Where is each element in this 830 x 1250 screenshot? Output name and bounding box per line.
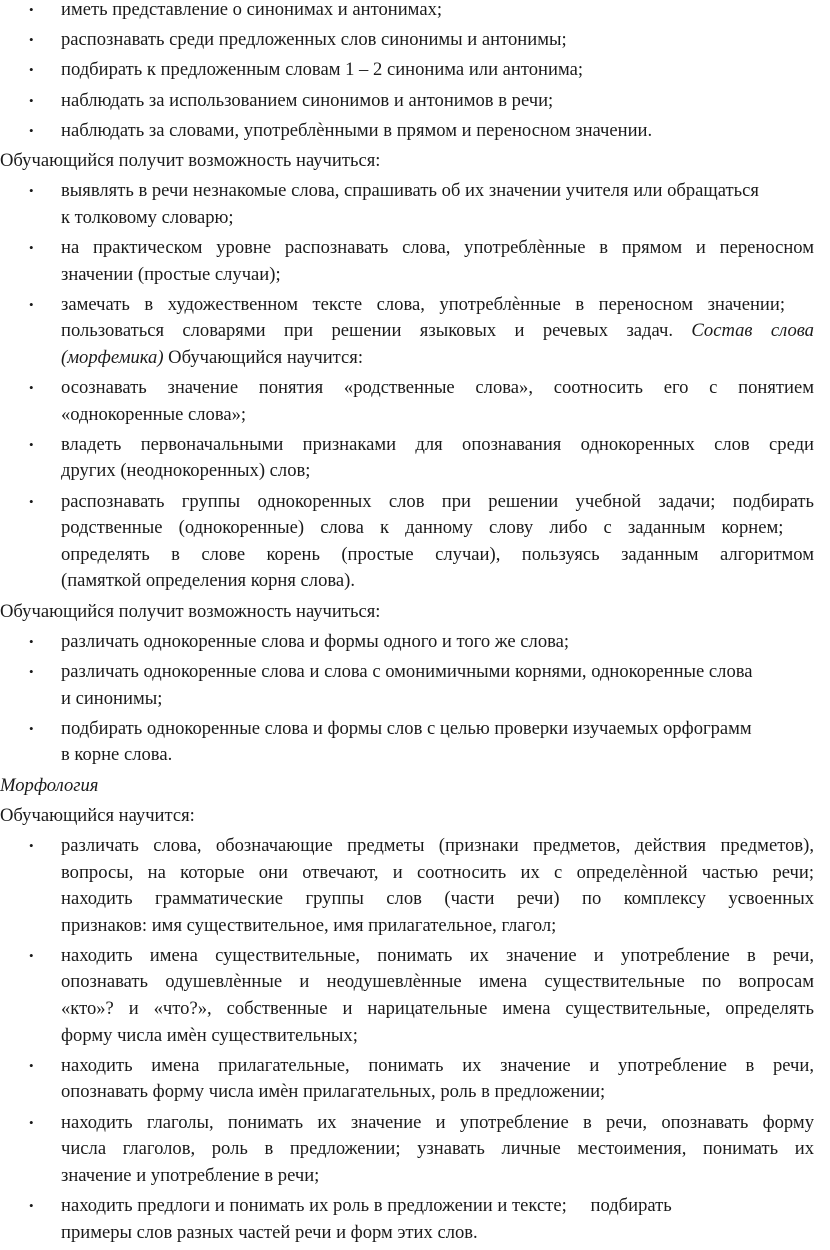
line-text: примеры слов разных частей речи и форм этих слов. xyxy=(61,1221,478,1243)
list-item xyxy=(0,659,814,712)
bullet-icon: • xyxy=(29,720,34,736)
bullet-icon: • xyxy=(29,62,34,78)
text-line xyxy=(61,432,814,459)
line-text: различать слова, обозначающие предметы (признаки предметов, действия предметов), xyxy=(61,834,814,856)
line-text: различать однокоренные слова и формы одного и того же слова; xyxy=(61,630,570,652)
line-text: наблюдать за словами, употреблѐнными в прямом и переносном значении. xyxy=(61,119,653,141)
list-item xyxy=(0,0,814,24)
text-line xyxy=(61,489,814,516)
bullet-icon: • xyxy=(29,436,34,452)
list-item xyxy=(0,292,814,372)
line-text: определять в слове корень (простые случаи), пользуясь заданным алгоритмом xyxy=(61,543,814,565)
line-text: форму числа имѐн существительных; xyxy=(61,1024,358,1046)
line-text: находить глаголы, понимать их значение и употребление в речи, опознавать форму xyxy=(61,1111,814,1133)
text-line xyxy=(61,1079,814,1106)
text-line xyxy=(61,88,814,115)
list-item xyxy=(0,1193,814,1246)
text-line xyxy=(61,1163,814,1190)
line-text: в корне слова. xyxy=(61,744,173,766)
line-text: и синонимы; xyxy=(61,687,163,709)
bullet-icon: • xyxy=(29,122,34,138)
bullet-icon: • xyxy=(29,633,34,649)
text-line xyxy=(61,1136,814,1163)
list-item xyxy=(0,943,814,1049)
line-text: (памяткой определения корня слова). xyxy=(61,570,356,592)
bullet-icon: • xyxy=(29,296,34,312)
text-line xyxy=(61,205,814,232)
text-line xyxy=(61,262,814,289)
text-line xyxy=(61,969,814,996)
bullet-icon: • xyxy=(29,947,34,963)
list-item xyxy=(0,629,814,656)
bullet-icon: • xyxy=(29,493,34,509)
bullet-icon: • xyxy=(29,1057,34,1073)
line-text: опознавать форму числа имѐн прилагательных, роль в предложении; xyxy=(61,1081,606,1103)
line-text: признаков: имя существительное, имя прилагательное, глагол; xyxy=(61,914,557,936)
text-line xyxy=(61,178,814,205)
text-line xyxy=(61,1193,814,1220)
line-text: выявлять в речи незнакомые слова, спрашивать об их значении учителя или обращаться xyxy=(61,180,759,202)
line-text: наблюдать за использованием синонимов и антонимов в речи; xyxy=(61,89,554,111)
line-text: пользоваться словарями при решении языковых и речевых задач. xyxy=(61,320,674,342)
section-heading xyxy=(0,773,830,800)
line-text: числа глаголов, роль в предложении; узнавать личные местоимения, понимать их xyxy=(61,1138,814,1160)
line-text: различать однокоренные слова и слова с омонимичными корнями, однокоренные слова xyxy=(61,660,753,682)
text-line xyxy=(61,375,814,402)
list-item xyxy=(0,178,814,231)
line-text: опознавать одушевлѐнные и неодушевлѐнные имена существительные по вопросам xyxy=(61,971,814,993)
line-text: значение и употребление в речи; xyxy=(61,1164,320,1186)
text-line xyxy=(61,402,814,429)
italic-text: Состав слова xyxy=(691,320,814,342)
line-text: Обучающийся научится: xyxy=(163,346,364,368)
text-line xyxy=(61,742,814,769)
bullet-icon: • xyxy=(29,380,34,396)
bullet-icon: • xyxy=(29,837,34,853)
line-text: распознавать среди предложенных слов синонимы и антонимы; xyxy=(61,29,567,51)
text-line xyxy=(61,27,814,54)
text-line xyxy=(61,345,814,372)
line-text: владеть первоначальными признаками для опознавания однокоренных слов среди xyxy=(61,433,814,455)
text-line xyxy=(61,515,814,542)
text-line xyxy=(61,458,814,485)
text-line xyxy=(61,913,814,940)
text-line xyxy=(61,292,814,319)
list-item xyxy=(0,833,814,939)
text-line xyxy=(61,833,814,860)
text-line xyxy=(61,716,814,743)
line-text: распознавать группы однокоренных слов при решении учебной задачи; подбирать xyxy=(61,490,814,512)
line-text: на практическом уровне распознавать слова, употреблѐнные в прямом и переносном xyxy=(61,236,814,258)
text-line xyxy=(61,542,814,569)
list-item xyxy=(0,375,814,428)
line-text: значении (простые случаи); xyxy=(61,263,281,285)
list-item xyxy=(0,27,814,54)
list-item xyxy=(0,1053,814,1106)
paragraph: Обучающийся получит возможность научиться: xyxy=(0,149,381,171)
text-line xyxy=(61,235,814,262)
text-line xyxy=(61,943,814,970)
line-text: находить имена существительные, понимать их значение и употребление в речи, xyxy=(61,944,814,966)
list-item xyxy=(0,88,814,115)
list-item xyxy=(0,716,814,769)
text-line xyxy=(61,886,814,913)
line-text: «однокоренные слова»; xyxy=(61,403,247,425)
text-line xyxy=(61,1220,814,1247)
text-line xyxy=(61,568,814,595)
bullet-icon: • xyxy=(29,239,34,255)
line-text: других (неоднокоренных) слов; xyxy=(61,460,311,482)
text-line xyxy=(61,860,814,887)
text-line xyxy=(61,1110,814,1137)
bullet-icon: • xyxy=(29,32,34,48)
line-text: к толковому словарю; xyxy=(61,206,234,228)
line-text: находить грамматические группы слов (части речи) по комплексу усвоенных xyxy=(61,888,814,910)
bullet-icon: • xyxy=(29,183,34,199)
text-line xyxy=(61,1023,814,1050)
line-text: подбирать к предложенным словам 1 – 2 синонима или антонима; xyxy=(61,59,584,81)
bullet-icon: • xyxy=(29,1198,34,1213)
text-line xyxy=(61,0,814,24)
list-item xyxy=(0,57,814,84)
line-text: вопросы, на которые они отвечают, и соотносить их с определѐнной частью речи; xyxy=(61,861,814,883)
text-line xyxy=(61,318,814,345)
bullet-icon: • xyxy=(29,92,34,108)
list-item xyxy=(0,1110,814,1190)
bullet-icon: • xyxy=(29,2,34,17)
text-line xyxy=(61,57,814,84)
bullet-icon: • xyxy=(29,1114,34,1130)
paragraph: Обучающийся научится: xyxy=(0,804,195,826)
italic-text: (морфемика) xyxy=(61,346,164,368)
line-text: находить предлоги и понимать их роль в предложении и тексте; подбирать xyxy=(61,1195,653,1216)
line-text: находить имена прилагательные, понимать их значение и употребление в речи, xyxy=(61,1054,814,1076)
text-line xyxy=(61,996,814,1023)
list-item xyxy=(0,235,814,288)
line-text: иметь представление о синонимах и антонимах; xyxy=(61,0,443,20)
text-line xyxy=(61,1053,814,1080)
line-text: замечать в художественном тексте слова, употреблѐнные в переносном значении; xyxy=(61,293,814,315)
line-text: родственные (однокоренные) слова к данному слову либо с заданным корнем; xyxy=(61,517,814,539)
line-text: осознавать значение понятия «родственные слова», соотносить его с понятием xyxy=(61,377,814,399)
text-line xyxy=(61,118,814,145)
line-text: подбирать однокоренные слова и формы слов с целью проверки изучаемых орфограмм xyxy=(61,717,752,739)
bullet-icon: • xyxy=(29,663,34,679)
list-item xyxy=(0,118,814,145)
text-line xyxy=(61,686,814,713)
heading-text: Морфология xyxy=(0,774,99,796)
text-line xyxy=(61,629,814,656)
line-text: «кто»? и «что?», собственные и нарицательные имена существительные, определять xyxy=(61,998,814,1020)
list-item xyxy=(0,489,814,595)
list-item xyxy=(0,432,814,485)
paragraph: Обучающийся получит возможность научиться: xyxy=(0,600,381,622)
text-line xyxy=(61,659,814,686)
